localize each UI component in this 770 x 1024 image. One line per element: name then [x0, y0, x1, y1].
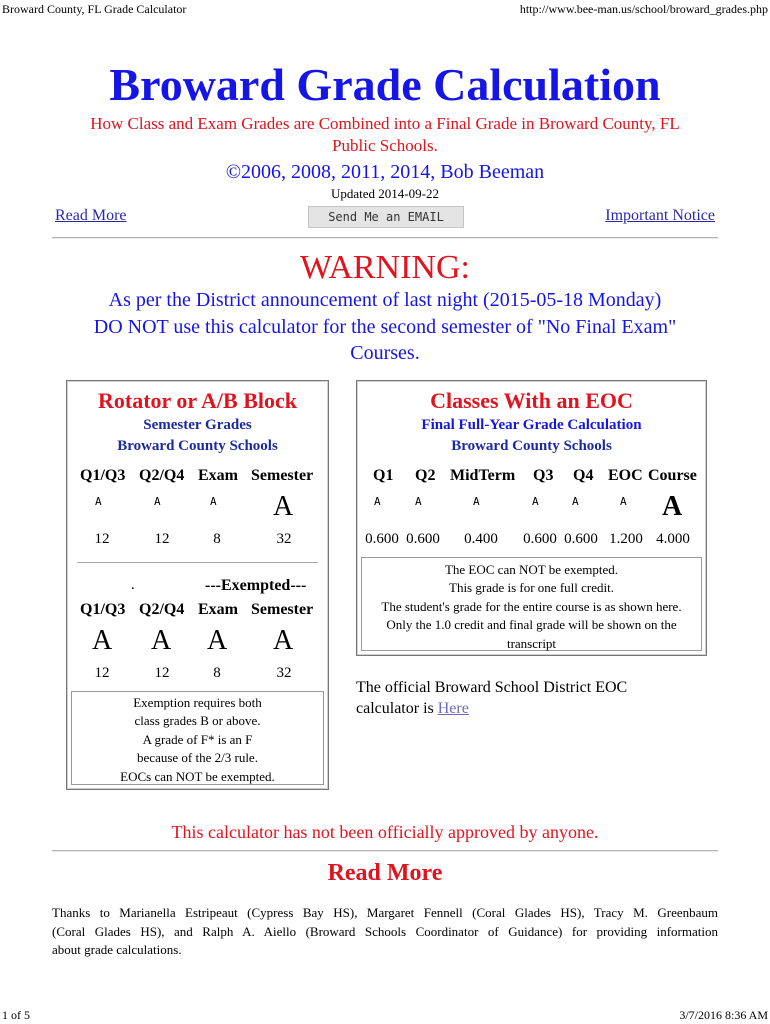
- header-q1q3: Q1/Q3: [80, 467, 126, 484]
- eoc-panel: [356, 380, 707, 656]
- subtitle-line-2: Public Schools.: [332, 136, 438, 155]
- eoc-header-midterm: MidTerm: [450, 467, 516, 484]
- official-text-prefix: calculator is: [356, 700, 438, 717]
- exemption-note-line: because of the 2/3 rule.: [137, 750, 258, 766]
- rotator-subtitle-1: Semester Grades: [143, 417, 252, 433]
- exemption-note-line: Exemption requires both: [133, 695, 262, 710]
- rotator-subtitle-2: Broward County Schools: [117, 438, 278, 454]
- eoc-midterm-select[interactable]: A: [473, 495, 480, 508]
- official-text-line-1: The official Broward School District EOC: [356, 679, 628, 696]
- exempt-q1q3-points: 12: [94, 665, 110, 681]
- thanks-paragraph: [52, 904, 718, 960]
- exempt-header-q1q3: Q1/Q3: [80, 601, 126, 618]
- rotator-divider: [77, 562, 318, 563]
- eoc-q4-select[interactable]: A: [572, 495, 579, 508]
- subtitle-line-1: How Class and Exam Grades are Combined into a Final Grade in Broward County, FL: [90, 114, 680, 133]
- header-semester: Semester: [251, 467, 314, 484]
- read-more-heading: Read More: [327, 860, 443, 886]
- updated-date: Updated 2014-09-22: [331, 186, 439, 201]
- exemption-note-box: [71, 691, 324, 785]
- disclaimer: This calculator has not been officially approved by anyone.: [171, 822, 599, 842]
- eoc-note-line: This grade is for one full credit.: [449, 580, 614, 596]
- exempt-dot: .: [131, 577, 135, 593]
- warning-line-1: As per the District announcement of last night (2015-05-18 Monday): [108, 289, 662, 311]
- header-exam: Exam: [198, 467, 238, 484]
- eoc-midterm-value: 0.400: [464, 531, 498, 547]
- print-datetime: 3/7/2016 8:36 AM: [679, 1008, 768, 1022]
- eoc-subtitle-1: Final Full-Year Grade Calculation: [421, 417, 642, 433]
- important-notice-link[interactable]: Important Notice: [605, 207, 715, 224]
- eoc-q1-select[interactable]: A: [374, 495, 381, 508]
- eoc-note-line: Only the 1.0 credit and final grade will be shown on the: [386, 617, 677, 633]
- q2q4-points: 12: [154, 531, 170, 547]
- warning-title: WARNING:: [300, 249, 470, 286]
- main-title: Broward Grade Calculation: [109, 59, 661, 110]
- eoc-note-line: The EOC can NOT be exempted.: [444, 562, 619, 577]
- eoc-header-q3: Q3: [533, 467, 554, 484]
- eoc-note-line: transcript: [506, 635, 557, 651]
- q2q4-grade-select[interactable]: A: [154, 495, 161, 508]
- exam-grade-select[interactable]: A: [210, 495, 217, 508]
- semester-grade-result: A: [273, 491, 294, 522]
- exemption-note-line: class grades B or above.: [134, 713, 261, 729]
- eoc-note-box: [361, 557, 702, 651]
- exemption-note: [72, 694, 323, 786]
- eoc-q2-select[interactable]: A: [415, 495, 422, 508]
- eoc-exam-select[interactable]: A: [620, 495, 627, 508]
- rotator-title: Rotator or A/B Block: [97, 388, 298, 413]
- eoc-q2-value: 0.600: [406, 531, 440, 547]
- thanks-line: (Coral Glades HS), and Ralph A. Aiello (Broward Schools Coordinator of Guidance) for providing information: [52, 923, 718, 939]
- send-email-button[interactable]: Send Me an EMAIL: [308, 206, 464, 228]
- q1q3-points: 12: [94, 531, 110, 547]
- eoc-note: [362, 561, 701, 653]
- exempt-exam-points: 8: [213, 665, 221, 681]
- eoc-note-line: The student's grade for the entire course is as shown here.: [381, 598, 682, 614]
- header-q2q4: Q2/Q4: [139, 467, 185, 484]
- rotator-panel: [66, 380, 329, 790]
- eoc-header-q2: Q2: [415, 467, 436, 484]
- exempt-q2q4-grade: A: [151, 625, 172, 656]
- course-grade-result: A: [662, 491, 683, 522]
- eoc-header-eoc: EOC: [608, 467, 643, 484]
- exempt-semester-points: 32: [276, 665, 292, 681]
- exempt-header-q2q4: Q2/Q4: [139, 601, 185, 618]
- eoc-q1-value: 0.600: [365, 531, 399, 547]
- warning-line-3: Courses.: [350, 342, 420, 364]
- official-text-line-2: [356, 698, 627, 719]
- eoc-header-q1: Q1: [373, 467, 394, 484]
- eoc-subtitle-2: Broward County Schools: [451, 438, 612, 454]
- thanks-line: about grade calculations.: [52, 942, 182, 957]
- divider: [52, 850, 718, 852]
- read-more-link[interactable]: Read More: [55, 207, 127, 224]
- eoc-title: Classes With an EOC: [430, 388, 633, 413]
- eoc-header-course: Course: [648, 467, 697, 484]
- page-number: 1 of 5: [2, 1008, 30, 1022]
- exempt-q2q4-points: 12: [154, 665, 170, 681]
- exempt-exam-grade: A: [207, 625, 228, 656]
- page-header-url: http://www.bee-man.us/school/broward_grades.php: [519, 2, 768, 16]
- exempt-header-exam: Exam: [198, 601, 238, 618]
- eoc-q3-select[interactable]: A: [532, 495, 539, 508]
- divider: [52, 237, 718, 239]
- exempt-q1q3-grade: A: [92, 625, 113, 656]
- eoc-q4-value: 0.600: [564, 531, 598, 547]
- copyright: ©2006, 2008, 2011, 2014, Bob Beeman: [225, 161, 545, 183]
- official-calculator-text: [356, 677, 627, 719]
- eoc-q3-value: 0.600: [523, 531, 557, 547]
- exempted-label: ---Exempted---: [205, 577, 307, 594]
- warning-line-2: DO NOT use this calculator for the second semester of "No Final Exam": [93, 316, 677, 338]
- q1q3-grade-select[interactable]: A: [95, 495, 102, 508]
- exemption-note-line: EOCs can NOT be exempted.: [120, 768, 275, 784]
- exempt-header-semester: Semester: [251, 601, 314, 618]
- exemption-note-line: A grade of F* is an F: [142, 731, 253, 747]
- eoc-exam-value: 1.200: [609, 531, 643, 547]
- exam-points: 8: [213, 531, 221, 547]
- thanks-line: Thanks to Marianella Estripeaut (Cypress Bay HS), Margaret Fennell (Coral Glades HS), Tracy M. Greenbaum: [52, 905, 718, 920]
- page-header-title: Broward County, FL Grade Calculator: [2, 2, 187, 16]
- semester-points: 32: [276, 531, 292, 547]
- exempt-semester-grade: A: [273, 625, 294, 656]
- official-calculator-link[interactable]: Here: [437, 700, 469, 717]
- eoc-header-q4: Q4: [573, 467, 594, 484]
- course-value: 4.000: [656, 531, 690, 547]
